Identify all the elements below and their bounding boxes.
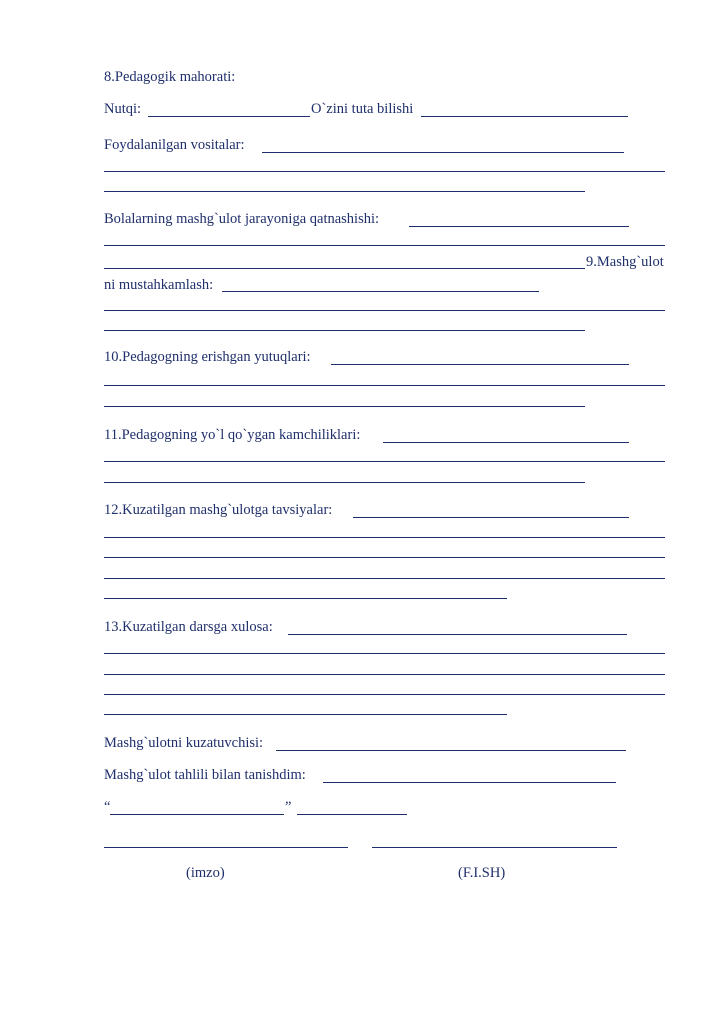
foydalanilgan-vositalar-label: Foydalanilgan vositalar: — [104, 137, 245, 153]
answer-line[interactable] — [104, 310, 665, 311]
section-12-title: 12.Kuzatilgan mashg`ulotga tavsiyalar: — [104, 502, 333, 518]
kamchiliklar-blank[interactable] — [383, 442, 629, 443]
section-11-title: 11.Pedagogning yo`l qo`ygan kamchiliklari: — [104, 427, 361, 443]
acquainted-blank[interactable] — [323, 782, 616, 783]
nutqi-blank[interactable] — [148, 116, 310, 117]
answer-line[interactable] — [104, 171, 665, 172]
answer-line[interactable] — [104, 674, 665, 675]
xulosa-blank[interactable] — [288, 634, 627, 635]
date-month-blank[interactable] — [297, 814, 407, 815]
date-day-blank[interactable] — [110, 814, 284, 815]
acquainted-label: Mashg`ulot tahlili bilan tanishdim: — [104, 767, 306, 783]
answer-line[interactable] — [104, 482, 585, 483]
imzo-caption: (imzo) — [186, 865, 225, 881]
tavsiyalar-blank[interactable] — [353, 517, 629, 518]
ozini-tuta-blank[interactable] — [421, 116, 628, 117]
answer-line[interactable] — [104, 653, 665, 654]
answer-line[interactable] — [104, 537, 665, 538]
answer-line[interactable] — [104, 191, 585, 192]
ozini-tuta-label: O`zini tuta bilishi — [311, 101, 414, 117]
bolalarning-qatnashishi-blank[interactable] — [409, 226, 629, 227]
foydalanilgan-vositalar-blank[interactable] — [262, 152, 624, 153]
answer-line[interactable] — [104, 578, 665, 579]
section-9-title-part1: 9.Mashg`ulot — [586, 254, 664, 270]
section-8-title: 8.Pedagogik mahorati: — [104, 69, 236, 85]
answer-line[interactable] — [104, 385, 665, 386]
observer-label: Mashg`ulotni kuzatuvchisi: — [104, 735, 264, 751]
answer-line[interactable] — [104, 245, 665, 246]
answer-line[interactable] — [104, 714, 507, 715]
mustahkamlash-blank[interactable] — [222, 291, 539, 292]
date-open-quote: “ — [104, 799, 111, 815]
section-9-title-part2: ni mustahkamlash: — [104, 277, 214, 293]
answer-line[interactable] — [104, 557, 665, 558]
section-10-title: 10.Pedagogning erishgan yutuqlari: — [104, 349, 311, 365]
answer-line[interactable] — [104, 406, 585, 407]
signature-blank[interactable] — [104, 847, 348, 848]
answer-line[interactable] — [104, 330, 585, 331]
section-13-title: 13.Kuzatilgan darsga xulosa: — [104, 619, 273, 635]
nutqi-label: Nutqi: — [104, 101, 142, 117]
yutuqlar-blank[interactable] — [331, 364, 629, 365]
date-close-quote: ” — [285, 799, 292, 815]
fish-blank[interactable] — [372, 847, 617, 848]
answer-line[interactable] — [104, 268, 585, 269]
answer-line[interactable] — [104, 461, 665, 462]
fish-caption: (F.I.SH) — [458, 865, 506, 881]
answer-line[interactable] — [104, 694, 665, 695]
observer-blank[interactable] — [276, 750, 626, 751]
bolalarning-qatnashishi-label: Bolalarning mashg`ulot jarayoniga qatnashishi: — [104, 211, 380, 227]
answer-line[interactable] — [104, 598, 507, 599]
